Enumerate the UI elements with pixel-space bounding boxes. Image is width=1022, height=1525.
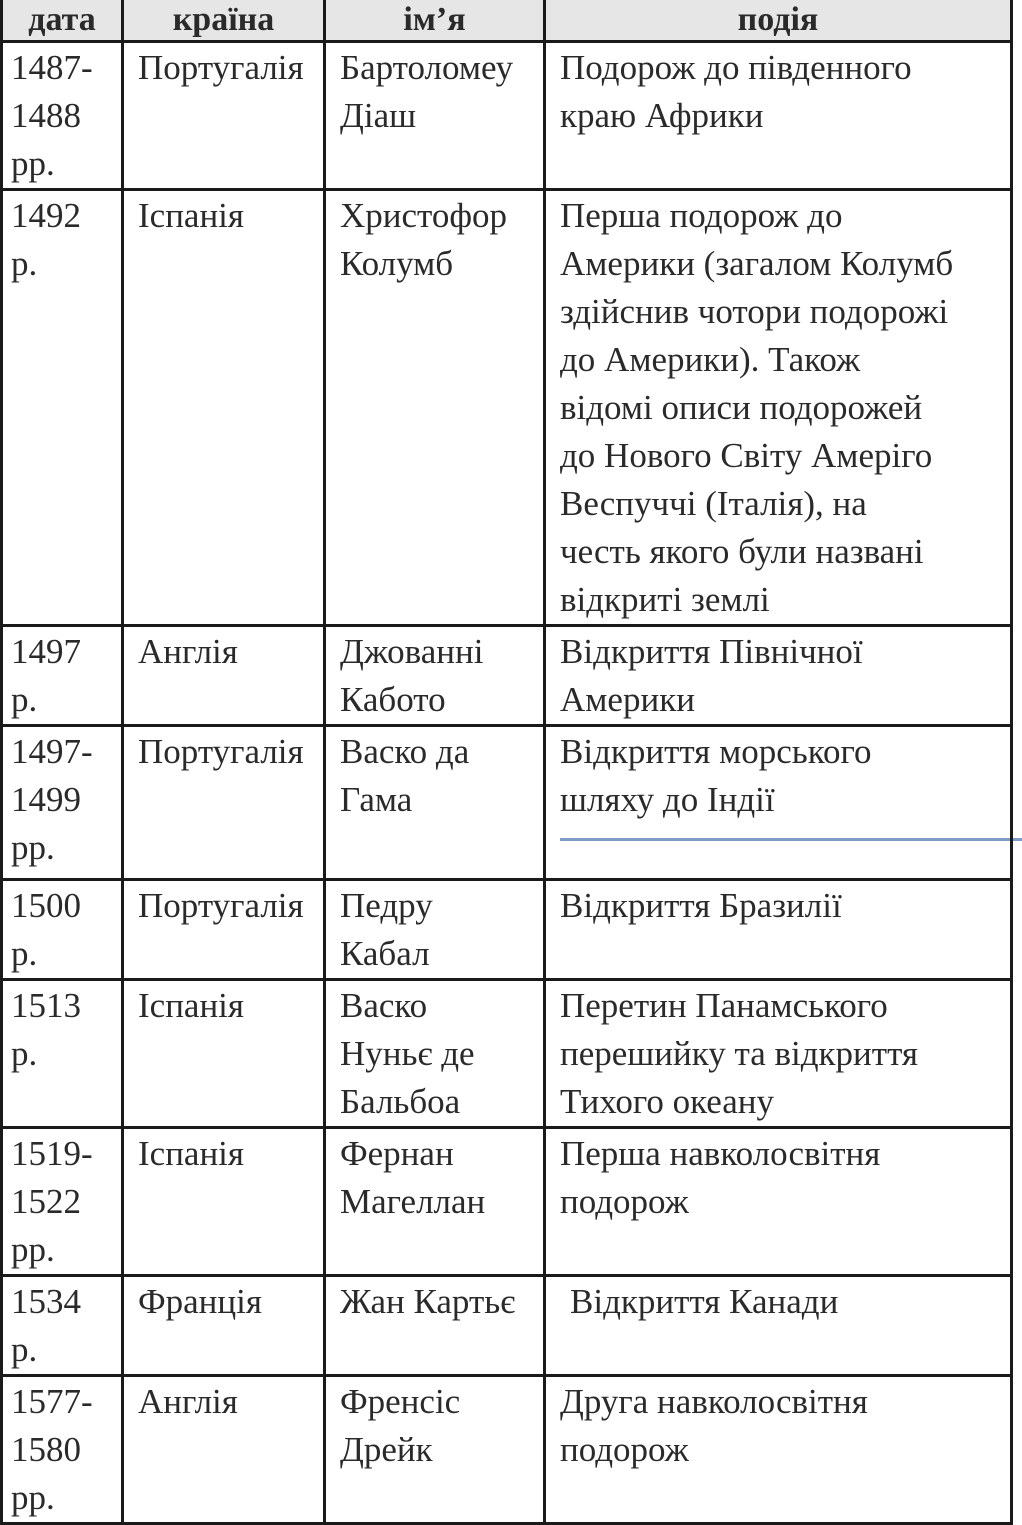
date-text-line: рр.	[11, 144, 55, 183]
table-row	[2, 1276, 1012, 1376]
header-row	[2, 0, 1012, 42]
date-text-line: р.	[11, 1034, 38, 1073]
date-text-line: 1519-	[11, 1134, 93, 1173]
table-row	[2, 42, 1012, 190]
date-text-line: 1488	[11, 96, 81, 135]
event-text-line: Відкриття Північної	[560, 632, 863, 671]
name-text-line: Дрейк	[340, 1430, 433, 1469]
date-text-line: 1577-	[11, 1382, 93, 1421]
event-text-line: шляху до Індії	[560, 780, 775, 819]
date-text-line: 1497-	[11, 732, 93, 771]
event-text-line: Перша подорож до	[560, 196, 843, 235]
event-text-line: Відкриття морського	[560, 732, 872, 771]
event-text-line: здійснив чотори подорожі	[560, 292, 949, 331]
date-text-line: 1487-	[11, 48, 93, 87]
cell-country	[123, 1376, 325, 1524]
cell-name	[325, 726, 545, 880]
cell-country	[123, 42, 325, 190]
event-text-line: Відкриття Канади	[570, 1282, 839, 1321]
header-date: дата	[2, 0, 123, 42]
table-row	[2, 190, 1012, 626]
table-row	[2, 726, 1012, 880]
event-text-line: подорож	[560, 1430, 689, 1469]
event-text-line: краю Африки	[560, 96, 764, 135]
name-text-line: Кабото	[340, 680, 446, 719]
table-header	[2, 0, 1012, 42]
date-text-line: р.	[11, 680, 38, 719]
cell-name	[325, 1128, 545, 1276]
event-text-line: Перетин Панамського	[560, 986, 888, 1025]
date-text-line: р.	[11, 934, 38, 973]
name-text-line: Нуньє де	[340, 1034, 475, 1073]
cell-country	[123, 626, 325, 726]
event-text-line: подорож	[560, 1182, 689, 1221]
event-text-line: Тихого океану	[560, 1082, 774, 1121]
underline-mark	[560, 838, 1022, 841]
table-body	[2, 42, 1012, 1524]
country-text-line: Франція	[138, 1282, 262, 1321]
date-text-line: р.	[11, 1330, 38, 1369]
cell-event	[545, 190, 1012, 626]
name-text-line: Магеллан	[340, 1182, 486, 1221]
header-name: ім’я	[325, 0, 545, 42]
cell-event	[545, 980, 1012, 1128]
cell-date	[2, 190, 123, 626]
event-text-line: Подорож до південного	[560, 48, 912, 87]
event-text-line: відомі описи подорожей	[560, 388, 923, 427]
event-text-line: Веспуччі (Італія), на	[560, 484, 867, 523]
cell-name	[325, 626, 545, 726]
name-text-line: Бартоломеу	[340, 48, 514, 87]
country-text-line: Португалія	[138, 886, 304, 925]
date-text-line: 1522	[11, 1182, 81, 1221]
table-row	[2, 626, 1012, 726]
date-text-line: 1534	[11, 1282, 81, 1321]
country-text-line: Португалія	[138, 48, 304, 87]
event-text-line: до Нового Світу Амеріго	[560, 436, 933, 475]
event-text-line: Перша навколосвітня	[560, 1134, 881, 1173]
date-text-line: 1513	[11, 986, 81, 1025]
name-text-line: Джованні	[340, 632, 484, 671]
cell-name	[325, 42, 545, 190]
name-text-line: Жан Картьє	[340, 1282, 516, 1321]
header-country: країна	[123, 0, 325, 42]
date-text-line: 1499	[11, 780, 81, 819]
date-text-line: р.	[11, 244, 38, 283]
cell-name	[325, 1376, 545, 1524]
name-text-line: Френсіс	[340, 1382, 461, 1421]
table-row	[2, 1376, 1012, 1524]
date-text-line: 1497	[11, 632, 81, 671]
cell-event	[545, 1376, 1012, 1524]
date-text-line: рр.	[11, 1478, 55, 1517]
cell-country	[123, 1276, 325, 1376]
cell-date	[2, 1128, 123, 1276]
cell-name	[325, 980, 545, 1128]
cell-event	[545, 1128, 1012, 1276]
cell-event	[545, 1276, 1012, 1376]
name-text-line: Гама	[340, 780, 413, 819]
event-text-line: честь якого були названі	[560, 532, 924, 571]
name-text-line: Діаш	[340, 96, 417, 135]
cell-country	[123, 980, 325, 1128]
cell-event	[545, 726, 1012, 880]
cell-date	[2, 726, 123, 880]
name-text-line: Педру	[340, 886, 433, 925]
cell-name	[325, 190, 545, 626]
country-text-line: Іспанія	[138, 196, 245, 235]
country-text-line: Португалія	[138, 732, 304, 771]
name-text-line: Кабал	[340, 934, 430, 973]
table-row	[2, 1128, 1012, 1276]
cell-event	[545, 626, 1012, 726]
country-text-line: Іспанія	[138, 1134, 245, 1173]
cell-country	[123, 190, 325, 626]
table-row	[2, 980, 1012, 1128]
cell-country	[123, 880, 325, 980]
country-text-line: Англія	[138, 1382, 238, 1421]
name-text-line: Христофор	[340, 196, 508, 235]
cell-name	[325, 880, 545, 980]
table-row	[2, 880, 1012, 980]
date-text-line: 1492	[11, 196, 81, 235]
event-text-line: перешийку та відкриття	[560, 1034, 918, 1073]
cell-country	[123, 726, 325, 880]
cell-date	[2, 1276, 123, 1376]
event-text-line: Америки	[560, 680, 695, 719]
cell-date	[2, 1376, 123, 1524]
cell-date	[2, 42, 123, 190]
name-text-line: Васко да	[340, 732, 470, 771]
name-text-line: Васко	[340, 986, 428, 1025]
cell-date	[2, 980, 123, 1128]
date-text-line: рр.	[11, 828, 55, 867]
event-text-line: Друга навколосвітня	[560, 1382, 868, 1421]
name-text-line: Бальбоа	[340, 1082, 461, 1121]
cell-date	[2, 626, 123, 726]
country-text-line: Англія	[138, 632, 238, 671]
date-text-line: 1580	[11, 1430, 81, 1469]
cell-event	[545, 42, 1012, 190]
event-text-line: відкриті землі	[560, 580, 770, 619]
cell-date	[2, 880, 123, 980]
name-text-line: Фернан	[340, 1134, 454, 1173]
country-text-line: Іспанія	[138, 986, 245, 1025]
name-text-line: Колумб	[340, 244, 454, 283]
cell-event	[545, 880, 1012, 980]
date-text-line: рр.	[11, 1230, 55, 1269]
date-text-line: 1500	[11, 886, 81, 925]
event-text-line: Відкриття Бразилії	[560, 886, 842, 925]
header-event: подія	[545, 0, 1012, 42]
event-text-line: Америки (загалом Колумб	[560, 244, 954, 283]
event-text-line: до Америки). Також	[560, 340, 861, 379]
cell-name	[325, 1276, 545, 1376]
cell-country	[123, 1128, 325, 1276]
